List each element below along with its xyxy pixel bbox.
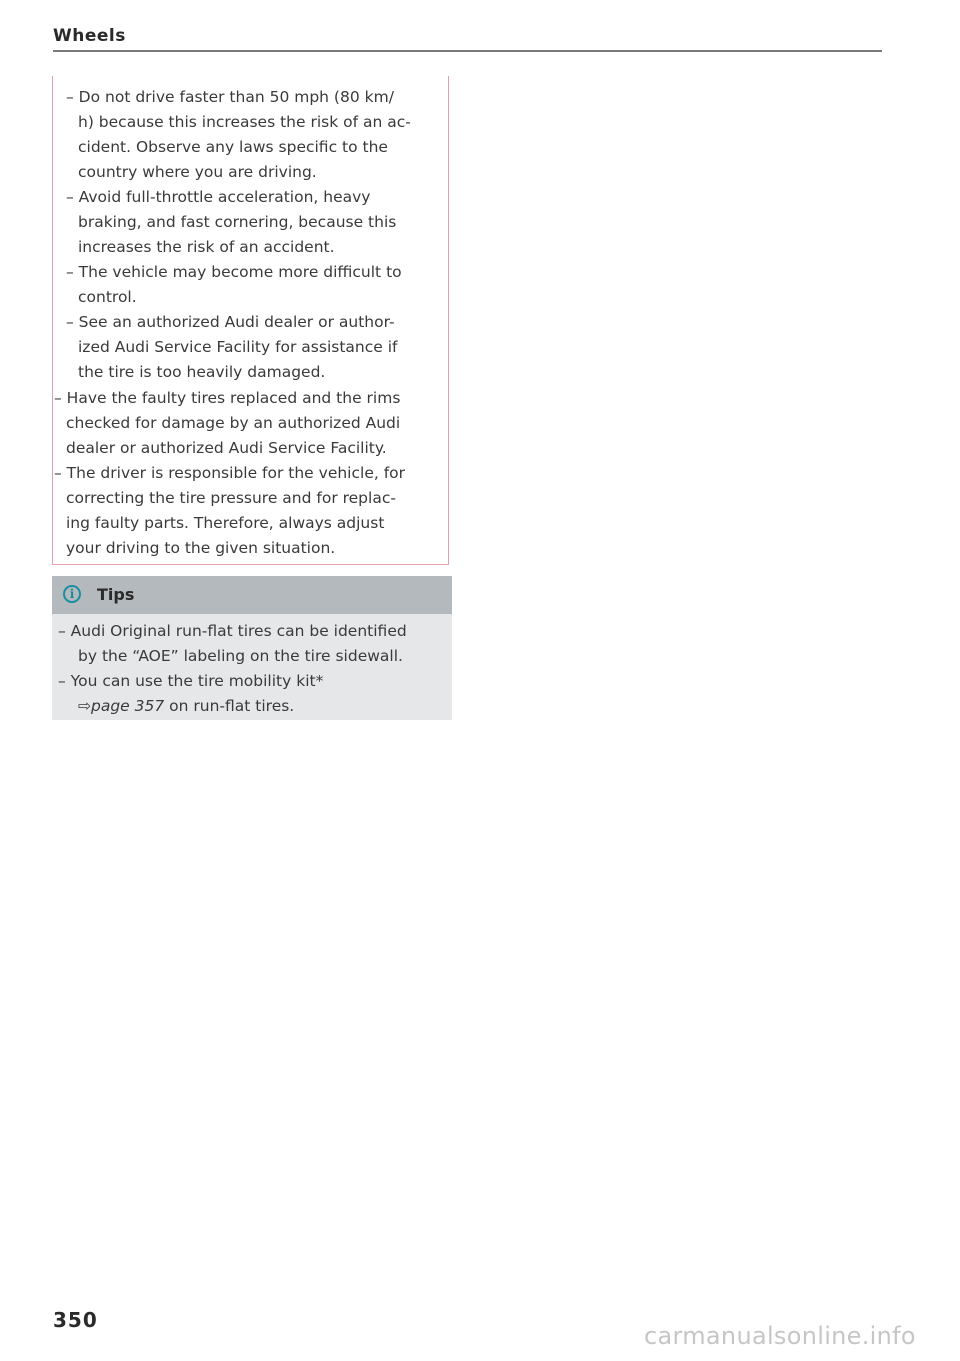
warning-line: your driving to the given situation.	[66, 539, 336, 557]
info-icon: i	[63, 585, 81, 603]
warning-line: ized Audi Service Facility for assistance if	[78, 338, 398, 356]
tips-line: by the “AOE” labeling on the tire sidewall.	[78, 647, 403, 665]
warning-line: – The driver is responsible for the vehicle, for	[54, 464, 406, 482]
warning-line: cident. Observe any laws specific to the	[78, 138, 388, 156]
warning-line: – Do not drive faster than 50 mph (80 km/	[66, 88, 394, 106]
arrow-right-icon: ⇨	[78, 697, 91, 715]
warning-line: country where you are driving.	[78, 163, 317, 181]
warning-line: – See an authorized Audi dealer or author-	[66, 313, 395, 331]
warning-line: h) because this increases the risk of an ac-	[78, 113, 411, 131]
warning-line: checked for damage by an authorized Audi	[66, 414, 401, 432]
tips-label: Tips	[97, 585, 135, 604]
tips-line: – Audi Original run-flat tires can be identified	[58, 622, 407, 640]
page-number: 350	[53, 1308, 98, 1332]
warning-line: the tire is too heavily damaged.	[78, 363, 326, 381]
warning-line: increases the risk of an accident.	[78, 238, 335, 256]
header-divider	[53, 50, 882, 52]
warning-line: control.	[78, 288, 137, 306]
section-title: Wheels	[53, 26, 126, 46]
warning-line: braking, and fast cornering, because this	[78, 213, 397, 231]
warning-line: – Have the faulty tires replaced and the rims	[54, 389, 401, 407]
page-reference-link[interactable]: page 357	[91, 697, 165, 715]
warning-line: ing faulty parts. Therefore, always adjust	[66, 514, 385, 532]
tips-reference-suffix: on run-flat tires.	[164, 697, 295, 715]
warning-line: dealer or authorized Audi Service Facility.	[66, 439, 387, 457]
warning-line: correcting the tire pressure and for replac-	[66, 489, 396, 507]
watermark: carmanualsonline.info	[644, 1322, 916, 1350]
tips-line: – You can use the tire mobility kit*	[58, 672, 324, 690]
warning-line: – Avoid full-throttle acceleration, heavy	[66, 188, 371, 206]
tips-reference-line	[78, 697, 294, 716]
warning-line: – The vehicle may become more difficult to	[66, 263, 402, 281]
